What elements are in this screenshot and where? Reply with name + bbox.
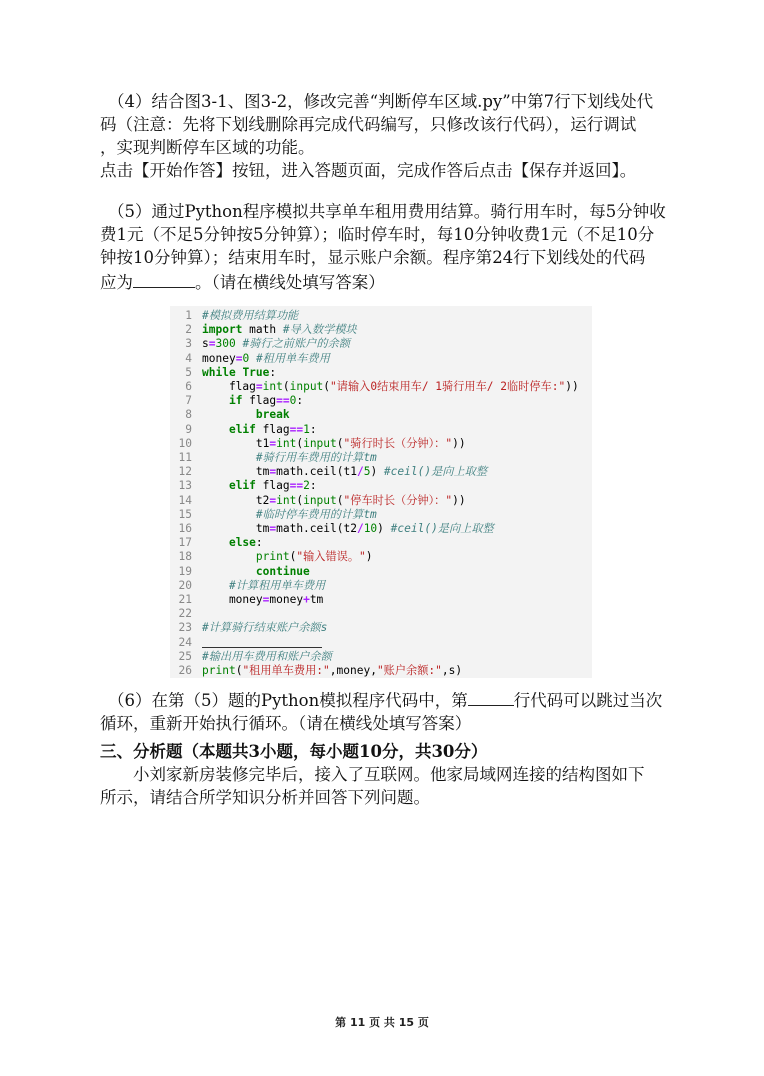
code-token: #输出用车费用和账户余额: [202, 649, 332, 663]
code-token: :: [309, 422, 317, 436]
code-token: [202, 479, 229, 492]
code-line: [170, 437, 592, 451]
code-token: int: [276, 493, 297, 507]
code-token: flag: [255, 422, 290, 436]
code-text: [202, 479, 317, 493]
code-listing: [170, 306, 592, 678]
code-text: [202, 366, 276, 380]
code-token: (: [296, 493, 304, 507]
code-text: [202, 508, 377, 522]
code-text: [202, 579, 325, 593]
code-token: math.ceil(t2: [276, 522, 357, 535]
code-line: [170, 479, 592, 493]
code-token: "账户余额:": [376, 664, 442, 677]
code-token: s: [202, 337, 209, 351]
code-text: [202, 380, 579, 394]
q4-instruction: 点击【开始作答】按钮，进入答题页面，完成作答后点击【保存并返回】。: [100, 161, 637, 180]
code-token: 1: [303, 422, 310, 436]
line-number: 23: [178, 621, 192, 635]
code-text: [202, 465, 487, 479]
line-number: 1: [185, 309, 192, 322]
code-token: money: [269, 593, 304, 606]
code-token: flag: [255, 479, 290, 493]
code-line: [170, 451, 592, 465]
code-token: t2: [202, 493, 270, 507]
q6-line-1-prefix: （6）在第（5）题的Python模拟程序代码中，第: [108, 691, 468, 710]
line-number: 21: [178, 593, 192, 606]
code-token: 300: [215, 337, 236, 351]
code-token: =: [269, 522, 277, 535]
code-line: [170, 536, 592, 550]
line-number: 17: [178, 536, 192, 550]
answer-blank-q6[interactable]: [468, 687, 514, 706]
question-6: [100, 687, 666, 735]
code-token: math: [242, 323, 283, 337]
code-text: [202, 352, 330, 366]
code-token: (: [235, 664, 243, 677]
code-token: print: [255, 550, 290, 564]
code-token: input: [289, 380, 324, 393]
code-token: ==: [276, 394, 290, 408]
line-number: 3: [185, 337, 192, 351]
q6-line-1-suffix: 行代码可以跳过当次: [513, 691, 663, 710]
code-text: [202, 337, 350, 351]
code-token: int: [262, 380, 283, 393]
code-token: money: [202, 351, 236, 365]
line-number: 6: [185, 380, 192, 393]
question-4: [100, 90, 666, 182]
code-token: 10: [363, 522, 378, 535]
section-3-line-2: 所示，请结合所学知识分析并回答下列问题。: [100, 788, 430, 807]
code-token: (: [296, 436, 304, 450]
code-token: flag: [242, 394, 277, 408]
code-token: (: [336, 493, 344, 507]
code-token: =: [269, 493, 277, 507]
code-token: [202, 536, 229, 549]
code-text: [202, 494, 466, 508]
code-token: [202, 550, 256, 563]
code-line: [170, 522, 592, 536]
code-token: "输入错误。": [296, 550, 366, 564]
code-token: (: [336, 436, 344, 450]
code-token: [202, 423, 229, 436]
line-number: 25: [178, 649, 192, 663]
code-token: import: [202, 323, 243, 337]
code-token: :: [309, 479, 317, 493]
code-token: input: [303, 436, 337, 450]
code-line: [170, 621, 592, 635]
code-token: ==: [289, 479, 304, 493]
q5-line-4-suffix: 。（请在横线处填写答案）: [195, 273, 385, 292]
q4-line-2: 码（注意：先将下划线删除再完成代码编写，只修改该行代码），运行调试: [100, 115, 637, 134]
code-line: [170, 550, 592, 564]
code-token: (: [289, 550, 297, 564]
code-token: #模拟费用结算功能: [202, 309, 299, 322]
code-token: ): [365, 550, 373, 564]
code-text: [202, 408, 290, 422]
code-text: [202, 309, 298, 323]
code-token: True: [242, 365, 270, 379]
code-token: =: [269, 436, 277, 450]
code-answer-blank: [202, 636, 322, 648]
line-number: 22: [178, 607, 192, 621]
code-token: =: [262, 593, 270, 606]
code-token: /: [356, 522, 364, 535]
code-token: [202, 508, 256, 521]
line-number: 9: [185, 422, 192, 436]
line-number: 5: [185, 365, 192, 379]
code-token: =: [208, 337, 216, 351]
code-line: [170, 664, 592, 678]
code-line: [170, 394, 592, 408]
code-line: [170, 579, 592, 593]
code-token: #导入数学模块: [282, 323, 357, 337]
code-token: if: [228, 394, 243, 408]
line-number: 7: [185, 394, 192, 408]
line-number: 20: [178, 578, 192, 592]
code-token: print: [202, 664, 236, 677]
code-token: input: [303, 493, 337, 507]
code-line: [170, 593, 592, 607]
code-token: break: [255, 408, 290, 422]
code-token: /: [356, 465, 364, 479]
line-number: 14: [178, 493, 192, 507]
code-line: [170, 423, 592, 437]
code-token: tm: [309, 593, 324, 606]
line-number: 24: [178, 635, 192, 649]
line-number: 26: [178, 664, 192, 677]
section-3-title: 三、分析题（本题共3小题，每小题10分，共30分）: [100, 742, 488, 761]
code-line: [170, 494, 592, 508]
code-token: 5: [363, 465, 371, 479]
code-token: [202, 451, 256, 464]
code-token: [202, 565, 256, 578]
code-line: [170, 408, 592, 422]
line-number: 2: [185, 323, 192, 337]
line-number: 13: [178, 479, 192, 493]
code-token: )): [565, 380, 579, 393]
code-text: [202, 451, 377, 465]
code-token: ,s): [441, 664, 463, 677]
code-line: [170, 465, 592, 479]
code-line: [170, 323, 592, 337]
code-line: [170, 352, 592, 366]
line-number: 10: [178, 436, 192, 450]
code-token: "骑行时长（分钟）：": [343, 436, 453, 450]
code-token: (: [323, 380, 331, 393]
code-token: money: [202, 593, 263, 606]
code-token: #临时停车费用的计算tm: [255, 507, 377, 521]
code-text: [202, 621, 327, 635]
code-token: 2: [303, 479, 310, 493]
code-token: =: [269, 465, 277, 479]
page-footer: 第 11 页 共 15 页: [335, 1016, 429, 1029]
code-line: [170, 337, 592, 351]
q6-line-2: 循环，重新开始执行循环。（请在横线处填写答案）: [100, 714, 472, 733]
code-token: :: [255, 536, 263, 550]
code-token: ,money,: [329, 664, 377, 677]
code-token: :: [269, 365, 277, 379]
line-number: 19: [178, 564, 192, 578]
code-text: [202, 536, 263, 550]
code-token: )): [452, 493, 466, 507]
code-line: [170, 508, 592, 522]
code-token: "租用单车费用:": [242, 664, 330, 677]
code-token: #骑行用车费用的计算tm: [255, 451, 377, 464]
line-number: 18: [178, 550, 192, 564]
code-text: [202, 650, 332, 664]
code-token: "停车时长（分钟）：": [343, 493, 453, 507]
q6-line-1: [100, 687, 666, 712]
q5-line-4: [100, 269, 666, 294]
code-text: [202, 437, 466, 451]
code-text: [202, 593, 323, 607]
code-text: [202, 394, 303, 408]
code-line: [170, 607, 592, 621]
q5-line-4-prefix: 应为: [100, 273, 133, 292]
code-line: [170, 636, 592, 650]
answer-blank-q5[interactable]: [133, 269, 195, 288]
code-text: [202, 522, 494, 536]
line-number: 12: [178, 465, 192, 479]
code-token: #计算租用单车费用: [228, 578, 326, 592]
code-token: +: [303, 593, 310, 606]
code-token: ): [370, 465, 384, 479]
code-line: [170, 380, 592, 394]
code-token: tm: [202, 522, 270, 535]
code-token: math.ceil(t1: [276, 465, 357, 479]
q5-line-2: 费1元（不足5分钟按5分钟算）；临时停车时，每10分钟收费1元（不足10分: [100, 225, 655, 244]
code-token: 0: [242, 351, 250, 365]
line-number: 4: [185, 351, 192, 365]
code-token: elif: [228, 479, 256, 493]
code-token: =: [255, 380, 263, 393]
code-token: t1: [202, 436, 270, 450]
code-token: "请输入0结束用车/ 1骑行用车/ 2临时停车:": [330, 380, 566, 393]
code-line: [170, 650, 592, 664]
line-number: 8: [185, 408, 192, 422]
code-text: [202, 423, 317, 437]
q5-line-3: 钟按10分钟算）；结束用车时，显示账户余额。程序第24行下划线处的代码: [100, 248, 646, 267]
code-text: [202, 664, 462, 678]
code-line: [170, 366, 592, 380]
code-token: continue: [255, 564, 310, 578]
code-token: #计算骑行结束账户余额s: [202, 621, 328, 635]
code-token: flag: [202, 380, 256, 393]
code-token: elif: [228, 422, 256, 436]
line-number: 11: [178, 451, 192, 464]
code-token: 0: [289, 394, 297, 408]
code-token: else: [228, 536, 256, 550]
q4-line-1: （4）结合图3-1、图3-2，修改完善“判断停车区域.py”中第7行下划线处代: [108, 92, 654, 111]
code-text: [202, 323, 357, 337]
code-token: :: [296, 394, 304, 408]
code-token: ==: [289, 422, 304, 436]
code-token: ): [377, 522, 391, 535]
code-token: tm: [202, 465, 270, 479]
code-token: #ceil()是向上取整: [390, 522, 494, 535]
line-number: 16: [178, 522, 192, 535]
question-5: [100, 200, 666, 294]
code-token: [249, 352, 256, 365]
code-token: [202, 579, 229, 592]
code-token: [202, 408, 256, 421]
code-line: [170, 309, 592, 323]
code-line: [170, 565, 592, 579]
code-token: #租用单车费用: [255, 351, 330, 365]
code-token: [202, 394, 229, 407]
code-token: while: [202, 365, 236, 379]
code-token: int: [276, 436, 297, 450]
code-text: [202, 550, 373, 564]
q4-line-3: ，实现判断停车区域的功能。: [100, 138, 315, 157]
code-token: #ceil()是向上取整: [383, 465, 488, 479]
code-text: [202, 565, 310, 579]
code-token: )): [452, 436, 466, 450]
section-3: [100, 740, 666, 809]
section-3-line-1: 小刘家新房装修完毕后，接入了互联网。他家局域网连接的结构图如下: [133, 765, 645, 784]
code-token: =: [235, 351, 243, 365]
q5-line-1: （5）通过Python程序模拟共享单车租用费用结算。骑行用车时，每5分钟收: [108, 202, 666, 221]
code-token: #骑行之前账户的余额: [242, 337, 350, 351]
line-number: 15: [178, 507, 192, 521]
code-token: (: [282, 380, 290, 393]
